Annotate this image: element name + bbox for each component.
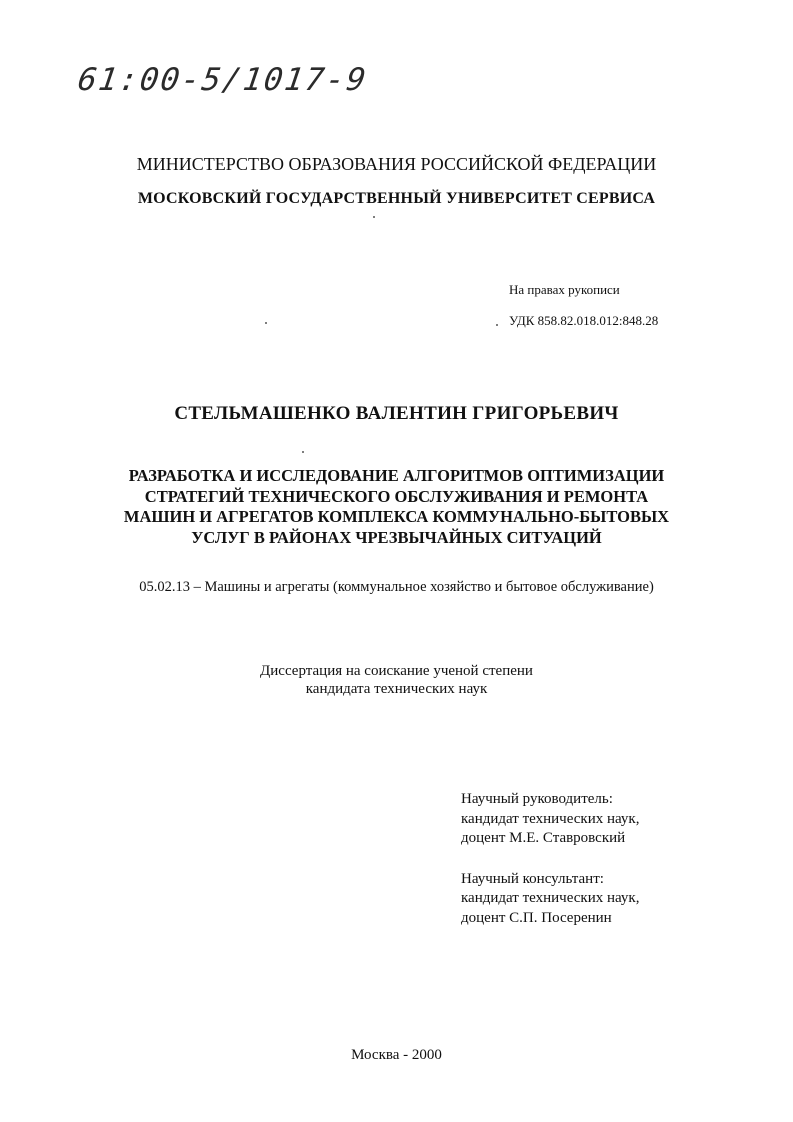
author-name: СТЕЛЬМАШЕНКО ВАЛЕНТИН ГРИГОРЬЕВИЧ bbox=[174, 403, 619, 424]
dissertation-title bbox=[0, 466, 793, 548]
title-line: УСЛУГ В РАЙОНАХ ЧРЕЗВЫЧАЙНЫХ СИТУАЦИЙ bbox=[191, 527, 602, 547]
scan-speck bbox=[302, 451, 304, 453]
ministry-heading: МИНИСТЕРСТВО ОБРАЗОВАНИЯ РОССИЙСКОЙ ФЕДЕРАЦИИ bbox=[136, 154, 657, 174]
title-line: РАЗРАБОТКА И ИССЛЕДОВАНИЕ АЛГОРИТМОВ ОПТИМИЗАЦИИ bbox=[128, 466, 665, 485]
scan-speck bbox=[373, 216, 375, 218]
manuscript-note: На правах рукописи bbox=[509, 282, 620, 297]
scan-speck bbox=[265, 322, 267, 324]
scan-speck bbox=[496, 324, 498, 326]
advisors-block bbox=[461, 790, 639, 928]
degree-statement bbox=[0, 662, 793, 698]
supervisor-role: Научный руководитель: bbox=[461, 791, 613, 807]
title-line: СТРАТЕГИЙ ТЕХНИЧЕСКОГО ОБСЛУЖИВАНИЯ И РЕМОНТА bbox=[144, 486, 649, 506]
degree-line-2: кандидата технических наук bbox=[305, 681, 488, 697]
handwritten-archive-code: 61:00-5/1017-9 bbox=[75, 62, 370, 98]
supervisor-degree: кандидат технических наук, bbox=[461, 810, 640, 827]
degree-line-1: Диссертация на соискание ученой степени bbox=[260, 663, 533, 679]
title-line: МАШИН И АГРЕГАТОВ КОМПЛЕКСА КОММУНАЛЬНО-БЫТОВЫХ bbox=[123, 507, 670, 526]
supervisor-name: доцент М.Е. Ставровский bbox=[461, 830, 626, 846]
city-year: Москва - 2000 bbox=[351, 1047, 442, 1063]
consultant-degree: кандидат технических наук, bbox=[461, 890, 640, 906]
udk-code: УДК 858.82.018.012:848.28 bbox=[509, 313, 659, 328]
consultant-name: доцент С.П. Посеренин bbox=[461, 909, 612, 926]
advisor-spacer bbox=[461, 849, 639, 870]
university-heading: МОСКОВСКИЙ ГОСУДАРСТВЕННЫЙ УНИВЕРСИТЕТ СЕРВИСА bbox=[137, 190, 656, 207]
specialty-code: 05.02.13 – Машины и агрегаты (коммунальное хозяйство и бытовое обслуживание) bbox=[139, 579, 654, 595]
consultant-role: Научный консультант: bbox=[461, 870, 604, 887]
